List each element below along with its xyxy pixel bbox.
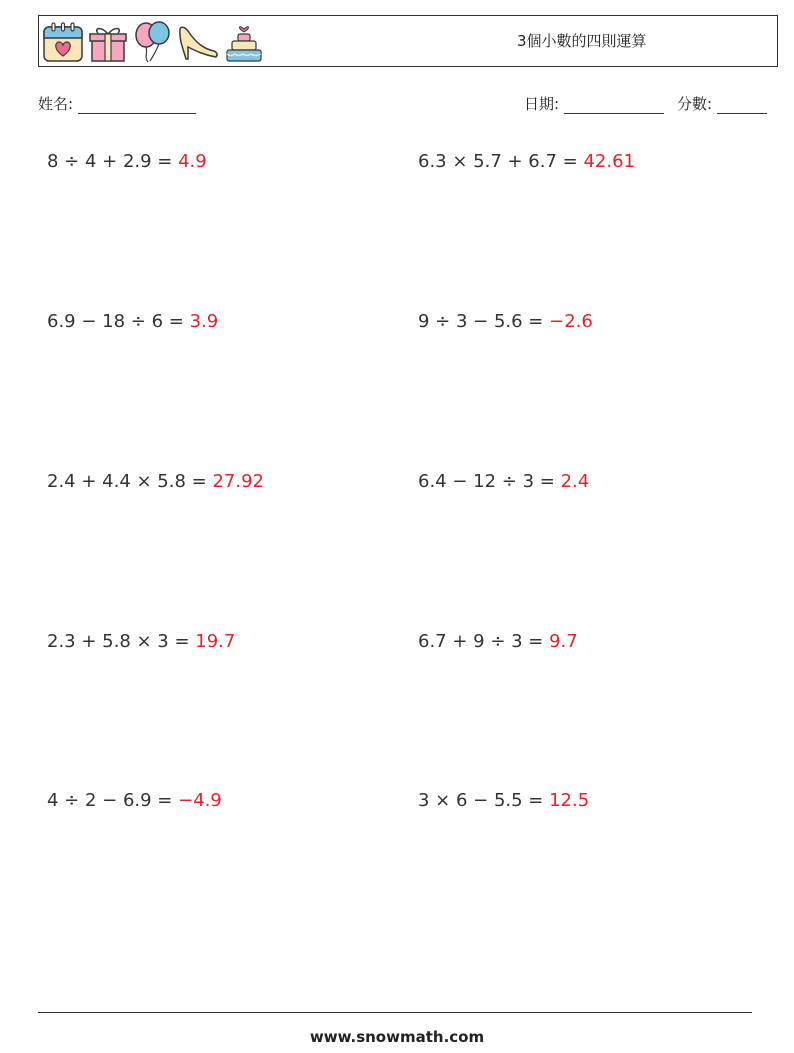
problem-expression: 6.4 − 12 ÷ 3 = — [418, 471, 561, 492]
score-blank-line[interactable] — [717, 99, 767, 114]
date-blank-line[interactable] — [564, 99, 664, 114]
high-heel-shoe-icon — [176, 21, 220, 63]
score-field — [677, 93, 767, 114]
name-label: 姓名: — [38, 95, 74, 113]
problem-answer: 2.4 — [560, 471, 590, 492]
problem-6 — [418, 471, 589, 492]
problem-3 — [47, 311, 218, 332]
gift-box-icon — [88, 21, 128, 63]
problem-4 — [418, 311, 593, 332]
name-blank-line[interactable] — [78, 99, 196, 114]
problem-8 — [418, 631, 578, 652]
problem-1 — [47, 151, 207, 172]
problem-expression: 6.9 − 18 ÷ 6 = — [47, 311, 190, 332]
problem-answer: 42.61 — [583, 151, 635, 172]
birthday-cake-icon — [224, 21, 264, 63]
problem-9 — [47, 790, 222, 811]
problem-7 — [47, 631, 235, 652]
problem-answer: 12.5 — [549, 790, 590, 811]
problem-expression: 8 ÷ 4 + 2.9 = — [47, 151, 179, 172]
worksheet-header — [38, 15, 778, 67]
problem-answer: −4.9 — [178, 790, 222, 811]
problem-answer: −2.6 — [549, 311, 593, 332]
problem-2 — [418, 151, 635, 172]
problem-expression: 6.3 × 5.7 + 6.7 = — [418, 151, 584, 172]
date-field — [524, 93, 664, 114]
problem-answer: 19.7 — [195, 631, 236, 652]
problem-answer: 27.92 — [212, 471, 264, 492]
score-label: 分數: — [677, 95, 713, 113]
problem-expression: 6.7 + 9 ÷ 3 = — [418, 631, 550, 652]
problem-10 — [418, 790, 589, 811]
problem-expression: 2.3 + 5.8 × 3 = — [47, 631, 196, 652]
date-label: 日期: — [524, 95, 560, 113]
balloons-icon — [132, 21, 172, 63]
footer-url[interactable]: www.snowmath.com — [309, 1028, 485, 1046]
worksheet-title: 3個小數的四則運算 — [517, 32, 647, 50]
name-field — [38, 93, 196, 114]
problem-answer: 9.7 — [549, 631, 578, 652]
problem-5 — [47, 471, 264, 492]
problem-answer: 4.9 — [178, 151, 207, 172]
problem-expression: 3 × 6 − 5.5 = — [418, 790, 550, 811]
footer-divider — [38, 1012, 752, 1013]
problem-answer: 3.9 — [189, 311, 219, 332]
problem-expression: 4 ÷ 2 − 6.9 = — [47, 790, 179, 811]
problem-expression: 9 ÷ 3 − 5.6 = — [418, 311, 550, 332]
header-icons — [42, 20, 264, 64]
calendar-heart-icon — [42, 21, 84, 63]
problem-expression: 2.4 + 4.4 × 5.8 = — [47, 471, 213, 492]
